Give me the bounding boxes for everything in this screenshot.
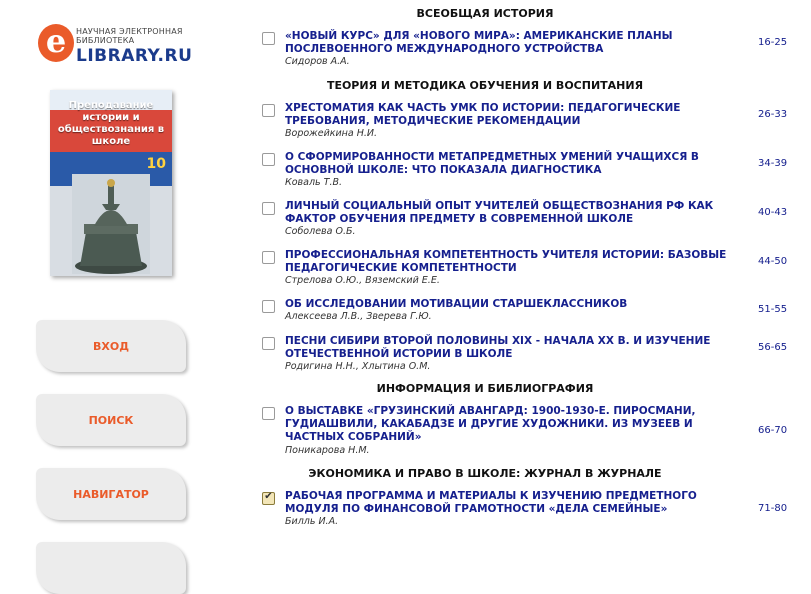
article-authors[interactable]: Поникарова Н.М.: [285, 445, 370, 456]
article-authors[interactable]: Соболева О.Б.: [285, 226, 356, 237]
article-title-link[interactable]: ЛИЧНЫЙ СОЦИАЛЬНЫЙ ОПЫТ УЧИТЕЛЕЙ ОБЩЕСТВОЗНАНИЯ РФ КАК ФАКТОР ОБУЧЕНИЯ ПРЕДМЕТУ В СОВРЕМЕННОЙ ШКОЛЕ: [285, 200, 714, 225]
login-button[interactable]: ВХОД: [36, 320, 186, 372]
elibrary-logo[interactable]: [38, 24, 198, 68]
section-header: ТЕОРИЯ И МЕТОДИКА ОБУЧЕНИЯ И ВОСПИТАНИЯ: [326, 79, 644, 92]
article-pages: 16-25: [758, 37, 788, 48]
article-pages: 26-33: [758, 109, 788, 120]
logo-name: LIBRARY.RU: [76, 46, 193, 66]
monument-image: [72, 174, 150, 274]
select-checkbox[interactable]: [262, 202, 275, 215]
article-pages: 66-70: [758, 425, 788, 436]
section-header: ЭКОНОМИКА И ПРАВО В ШКОЛЕ: ЖУРНАЛ В ЖУРНАЛЕ: [308, 467, 662, 480]
article-title-link[interactable]: ПЕСНИ СИБИРИ ВТОРОЙ ПОЛОВИНЫ XIX - НАЧАЛА XX В. И ИЗУЧЕНИЕ ОТЕЧЕСТВЕННОЙ ИСТОРИИ В ШКОЛЕ: [285, 335, 711, 360]
more-button[interactable]: [36, 542, 186, 594]
article-authors[interactable]: Алексеева Л.В., Зверева Г.Ю.: [285, 311, 432, 322]
article-pages: 71-80: [758, 503, 788, 514]
section-header: ВСЕОБЩАЯ ИСТОРИЯ: [416, 7, 554, 20]
search-button[interactable]: ПОИСК: [36, 394, 186, 446]
article-pages: 51-55: [758, 304, 788, 315]
article-title-link[interactable]: ХРЕСТОМАТИЯ КАК ЧАСТЬ УМК ПО ИСТОРИИ: ПЕДАГОГИЧЕСКИЕ ТРЕБОВАНИЯ, МЕТОДИЧЕСКИЕ РЕКОМЕНДАЦИИ: [285, 102, 681, 127]
article-pages: 56-65: [758, 342, 788, 353]
article-title-link[interactable]: ПРОФЕССИОНАЛЬНАЯ КОМПЕТЕНТНОСТЬ УЧИТЕЛЯ ИСТОРИИ: БАЗОВЫЕ ПЕДАГОГИЧЕСКИЕ КОМПЕТЕНТНОСТИ: [285, 249, 727, 274]
article-pages: 44-50: [758, 256, 788, 267]
select-checkbox[interactable]: [262, 104, 275, 117]
article-pages: 34-39: [758, 158, 788, 169]
article-title-link[interactable]: О СФОРМИРОВАННОСТИ МЕТАПРЕДМЕТНЫХ УМЕНИЙ УЧАЩИХСЯ В ОСНОВНОЙ ШКОЛЕ: ЧТО ПОКАЗАЛА ДИАГНОСТИКА: [285, 151, 699, 176]
navigator-button[interactable]: НАВИГАТОР: [36, 468, 186, 520]
select-checkbox[interactable]: [262, 407, 275, 420]
cover-issue-number: 10: [146, 156, 166, 172]
select-checkbox[interactable]: [262, 32, 275, 45]
article-title-link[interactable]: РАБОЧАЯ ПРОГРАММА И МАТЕРИАЛЫ К ИЗУЧЕНИЮ ПРЕДМЕТНОГО МОДУЛЯ ПО ФИНАНСОВОЙ ГРАМОТНОСТИ «ДЕЛА СЕМЕЙНЫЕ»: [285, 490, 697, 515]
article-authors[interactable]: Билль И.А.: [285, 516, 339, 527]
logo-tagline: НАУЧНАЯ ЭЛЕКТРОННАЯ БИБЛИОТЕКА: [76, 27, 183, 45]
article-authors[interactable]: Коваль Т.В.: [285, 177, 343, 188]
select-checkbox-checked[interactable]: [262, 492, 275, 505]
checkmark-icon: ✔: [264, 491, 273, 502]
select-checkbox[interactable]: [262, 251, 275, 264]
journal-cover[interactable]: [50, 90, 172, 276]
article-title-link[interactable]: «НОВЫЙ КУРС» ДЛЯ «НОВОГО МИРА»: АМЕРИКАНСКИЕ ПЛАНЫ ПОСЛЕВОЕННОГО МЕЖДУНАРОДНОГО УСТРОЙСТВА: [285, 30, 673, 55]
article-title-link[interactable]: О ВЫСТАВКЕ «ГРУЗИНСКИЙ АВАНГАРД: 1900-1930-Е. ПИРОСМАНИ, ГУДИАШВИЛИ, КАКАБАДЗЕ И ДРУГИЕ ХУДОЖНИКИ. ИЗ МУЗЕЕВ И ЧАСТНЫХ СОБРАНИЙ»: [285, 405, 696, 443]
select-checkbox[interactable]: [262, 300, 275, 313]
article-title-link[interactable]: ОБ ИССЛЕДОВАНИИ МОТИВАЦИИ СТАРШЕКЛАССНИКОВ: [285, 298, 628, 310]
article-authors[interactable]: Стрелова О.Ю., Вяземский Е.Е.: [285, 275, 440, 286]
section-header: ИНФОРМАЦИЯ И БИБЛИОГРАФИЯ: [376, 382, 594, 395]
article-authors[interactable]: Родигина Н.Н., Хлытина О.М.: [285, 361, 431, 372]
select-checkbox[interactable]: [262, 153, 275, 166]
article-pages: 40-43: [758, 207, 788, 218]
article-authors[interactable]: Сидоров А.А.: [285, 56, 350, 67]
logo-e-mark: e: [38, 24, 74, 62]
article-authors[interactable]: Ворожейкина Н.И.: [285, 128, 378, 139]
cover-title: Преподавание истории и обществознания в школе: [57, 100, 165, 147]
select-checkbox[interactable]: [262, 337, 275, 350]
